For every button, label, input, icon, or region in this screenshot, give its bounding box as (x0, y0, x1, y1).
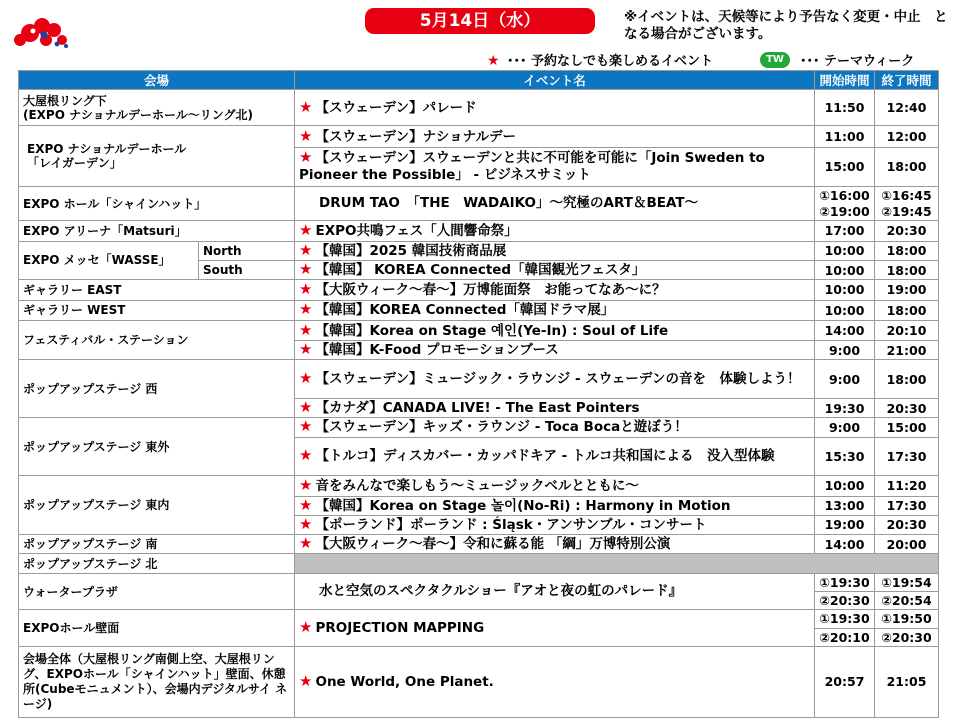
event-name: 【ポーランド】ポーランド : Śląsk・アンサンブル・コンサート (315, 516, 707, 533)
theme-week-badge: TW (760, 52, 790, 68)
end-time: 11:20 (875, 476, 939, 496)
star-icon: ★ (299, 534, 313, 553)
table-row (19, 476, 939, 496)
end-time: 18:00 (875, 241, 939, 260)
venue-cell: 大屋根リング下 (EXPO ナショナルデーホール～リング北) (19, 90, 295, 126)
end-time: ②20:54 (875, 592, 939, 610)
event-name: 【スウェーデン】キッズ・ラウンジ - Toca Bocaと遊ぼう！ (315, 419, 688, 436)
end-time: 20:10 (875, 320, 939, 340)
start-time: 10:00 (815, 241, 875, 260)
event-name: 【大阪ウィーク～春～】令和に蘇る能 「綱」万博特別公演 (315, 536, 671, 553)
end-time: 20:30 (875, 399, 939, 418)
venue-cell: EXPO メッセ「WASSE」 (19, 241, 199, 280)
event-cell (295, 125, 815, 147)
venue-cell: ポップアップステージ 東内 (19, 476, 295, 535)
table-row (19, 535, 939, 554)
table-row (19, 418, 939, 437)
star-icon: ★ (299, 417, 313, 436)
venue-cell: ギャラリー EAST (19, 280, 295, 300)
event-cell (295, 610, 815, 647)
event-name: 【カナダ】CANADA LIVE! - The East Pointers (315, 400, 640, 417)
start-time: 9:00 (815, 418, 875, 437)
start-time: ①19:30 (815, 610, 875, 628)
end-time: 20:30 (875, 221, 939, 241)
end-time: 18:00 (875, 300, 939, 320)
venue-cell: フェスティバル・ステーション (19, 320, 295, 360)
event-name: DRUM TAO 「THE WADAIKO」～究極のART＆BEAT～ (319, 195, 699, 212)
end-time: 21:05 (875, 646, 939, 717)
start-time: 14:00 (815, 535, 875, 554)
start-time: 9:00 (815, 360, 875, 399)
event-name: 【韓国】Korea on Stage 예인(Ye-In) : Soul of Life (315, 322, 669, 339)
end-time: 21:00 (875, 341, 939, 360)
event-schedule-table (18, 70, 939, 718)
event-cell (295, 646, 815, 717)
start-time: 19:30 (815, 399, 875, 418)
star-icon: ★ (299, 446, 313, 465)
venue-cell: ポップアップステージ 東外 (19, 418, 295, 476)
table-row (19, 241, 939, 260)
start-time: 14:00 (815, 320, 875, 340)
event-cell (295, 148, 815, 187)
venue-cell: ウォータープラザ (19, 573, 295, 610)
end-time: 12:40 (875, 90, 939, 126)
event-cell (295, 90, 815, 126)
start-time: 20:57 (815, 646, 875, 717)
venue-cell: ポップアップステージ 西 (19, 360, 295, 418)
event-name: One World, One Planet. (315, 673, 494, 690)
event-name: 【韓国】Korea on Stage 놀이(No-Ri) : Harmony in Motion (315, 497, 731, 514)
end-time: ②20:30 (875, 628, 939, 646)
event-name: EXPO共鳴フェス「人間響命祭」 (315, 222, 518, 239)
expo-logo (10, 12, 72, 52)
start-time: ①16:00 ②19:00 (815, 186, 875, 221)
event-cell (295, 280, 815, 300)
table-row (19, 610, 939, 628)
event-name: 水と空気のスペクタクルショー『アオと夜の虹のパレード』 (319, 583, 683, 600)
event-cell (295, 300, 815, 320)
legend-star-label: ･･･ 予約なしでも楽しめるイベント (507, 54, 714, 69)
start-time: 15:00 (815, 148, 875, 187)
start-time: 13:00 (815, 496, 875, 515)
start-time: 9:00 (815, 341, 875, 360)
end-time: 19:00 (875, 280, 939, 300)
event-cell (295, 260, 815, 279)
sub-venue-cell: North (199, 241, 295, 260)
end-time: 18:00 (875, 260, 939, 279)
start-time: 15:30 (815, 437, 875, 476)
table-row (19, 125, 939, 147)
venue-cell: EXPO ホール「シャインハット」 (19, 186, 295, 221)
event-cell (295, 221, 815, 241)
venue-cell: 会場全体（大屋根リング南側上空、大屋根リング、EXPOホール「シャインハット」壁面、休憩所(Cubeモニュメント）、会場内デジタルサイ ネージ) (19, 646, 295, 717)
start-time: ①19:30 (815, 573, 875, 591)
venue-cell: ギャラリー WEST (19, 300, 295, 320)
venue-cell: EXPOホール壁面 (19, 610, 295, 647)
venue-cell: EXPO アリーナ「Matsuri」 (19, 221, 295, 241)
event-cell (295, 399, 815, 418)
date-banner: 5月14日（水） (365, 8, 595, 34)
star-icon: ★ (299, 496, 313, 514)
event-name: 音をみんなで楽しもう～ミュージックベルとともに～ (315, 477, 639, 494)
end-time: 20:00 (875, 535, 939, 554)
table-row (19, 360, 939, 399)
start-time: 10:00 (815, 476, 875, 496)
event-name: 【スウェーデン】スウェーデンと共に不可能を可能に「Join Sweden to Pioneer the Possible」 - ビジネスサミット (299, 150, 765, 184)
start-time: 19:00 (815, 515, 875, 534)
start-time: 11:50 (815, 90, 875, 126)
table-row (19, 320, 939, 340)
event-cell (295, 418, 815, 437)
col-start-header: 開始時間 (815, 71, 875, 90)
event-name: 【大阪ウィーク～春～】万博能面祭 お能ってなあ～に？ (315, 281, 666, 298)
empty-cell (295, 554, 939, 573)
table-header-row (19, 71, 939, 90)
start-time: 10:00 (815, 300, 875, 320)
star-icon: ★ (299, 97, 313, 116)
table-row (19, 280, 939, 300)
end-time: 12:00 (875, 125, 939, 147)
end-time: 20:30 (875, 515, 939, 534)
star-icon: ★ (299, 260, 313, 279)
table-row (19, 646, 939, 717)
event-cell (295, 573, 815, 610)
event-name: 【スウェーデン】ミュージック・ラウンジ - スウェーデンの音を 体験しよう！ (315, 371, 801, 388)
star-icon: ★ (299, 300, 313, 319)
event-cell (295, 496, 815, 515)
col-event-header: イベント名 (295, 71, 815, 90)
table-row (19, 186, 939, 221)
star-icon: ★ (299, 340, 313, 359)
event-cell (295, 186, 815, 221)
star-icon: ★ (299, 475, 313, 494)
star-icon: ★ (299, 126, 313, 145)
star-icon: ★ (299, 618, 313, 637)
end-time: ①19:50 (875, 610, 939, 628)
start-time: ②20:30 (815, 592, 875, 610)
star-icon: ★ (299, 398, 313, 417)
event-cell (295, 241, 815, 260)
star-icon: ★ (299, 515, 313, 533)
legend-theme-week-label: ･･･ テーマウィーク (800, 54, 915, 69)
table-row (19, 90, 939, 126)
star-icon: ★ (299, 369, 313, 388)
table-row (19, 573, 939, 591)
end-time: 18:00 (875, 148, 939, 187)
table-row (19, 221, 939, 241)
start-time: ②20:10 (815, 628, 875, 646)
sub-venue-cell: South (199, 260, 295, 279)
table-row (19, 554, 939, 573)
event-cell (295, 437, 815, 476)
event-cell (295, 320, 815, 340)
event-name: 【スウェーデン】パレード (315, 99, 477, 116)
start-time: 10:00 (815, 260, 875, 279)
event-name: 【韓国】KOREA Connected「韓国ドラマ展」 (315, 302, 615, 319)
col-venue-header: 会場 (19, 71, 295, 90)
star-icon: ★ (299, 241, 313, 259)
end-time: 15:00 (875, 418, 939, 437)
star-icon: ★ (299, 220, 313, 239)
start-time: 10:00 (815, 280, 875, 300)
event-cell (295, 476, 815, 496)
event-name: 【韓国】2025 韓国技術商品展 (315, 242, 507, 259)
end-time: 17:30 (875, 437, 939, 476)
event-name: 【トルコ】ディスカバー・カッパドキア - トルコ共和国による 没入型体験 (315, 448, 775, 465)
star-icon: ★ (299, 279, 313, 298)
end-time: 17:30 (875, 496, 939, 515)
notice-text: ※イベントは、天候等により予告なく変更・中止 となる場合がございます。 (624, 9, 948, 42)
col-end-header: 終了時間 (875, 71, 939, 90)
end-time: ①16:45 ②19:45 (875, 186, 939, 221)
venue-cell: ポップアップステージ 南 (19, 535, 295, 554)
star-icon: ★ (299, 320, 313, 339)
start-time: 11:00 (815, 125, 875, 147)
star-icon: ★ (299, 148, 313, 167)
event-cell (295, 535, 815, 554)
venue-cell: ポップアップステージ 北 (19, 554, 295, 573)
event-name: PROJECTION MAPPING (315, 620, 485, 637)
end-time: ①19:54 (875, 573, 939, 591)
event-cell (295, 515, 815, 534)
end-time: 18:00 (875, 360, 939, 399)
start-time: 17:00 (815, 221, 875, 241)
event-name: 【スウェーデン】ナショナルデー (315, 128, 516, 145)
event-cell (295, 341, 815, 360)
star-icon: ★ (299, 671, 313, 690)
legend-star-icon: ★ (487, 53, 500, 69)
table-row (19, 300, 939, 320)
event-cell (295, 360, 815, 399)
event-name: 【韓国】K-Food プロモーションブース (315, 342, 559, 359)
event-name: 【韓国】 KOREA Connected「韓国観光フェスタ」 (315, 262, 646, 279)
venue-cell: EXPO ナショナルデーホール 「レイガーデン」 (19, 125, 295, 186)
